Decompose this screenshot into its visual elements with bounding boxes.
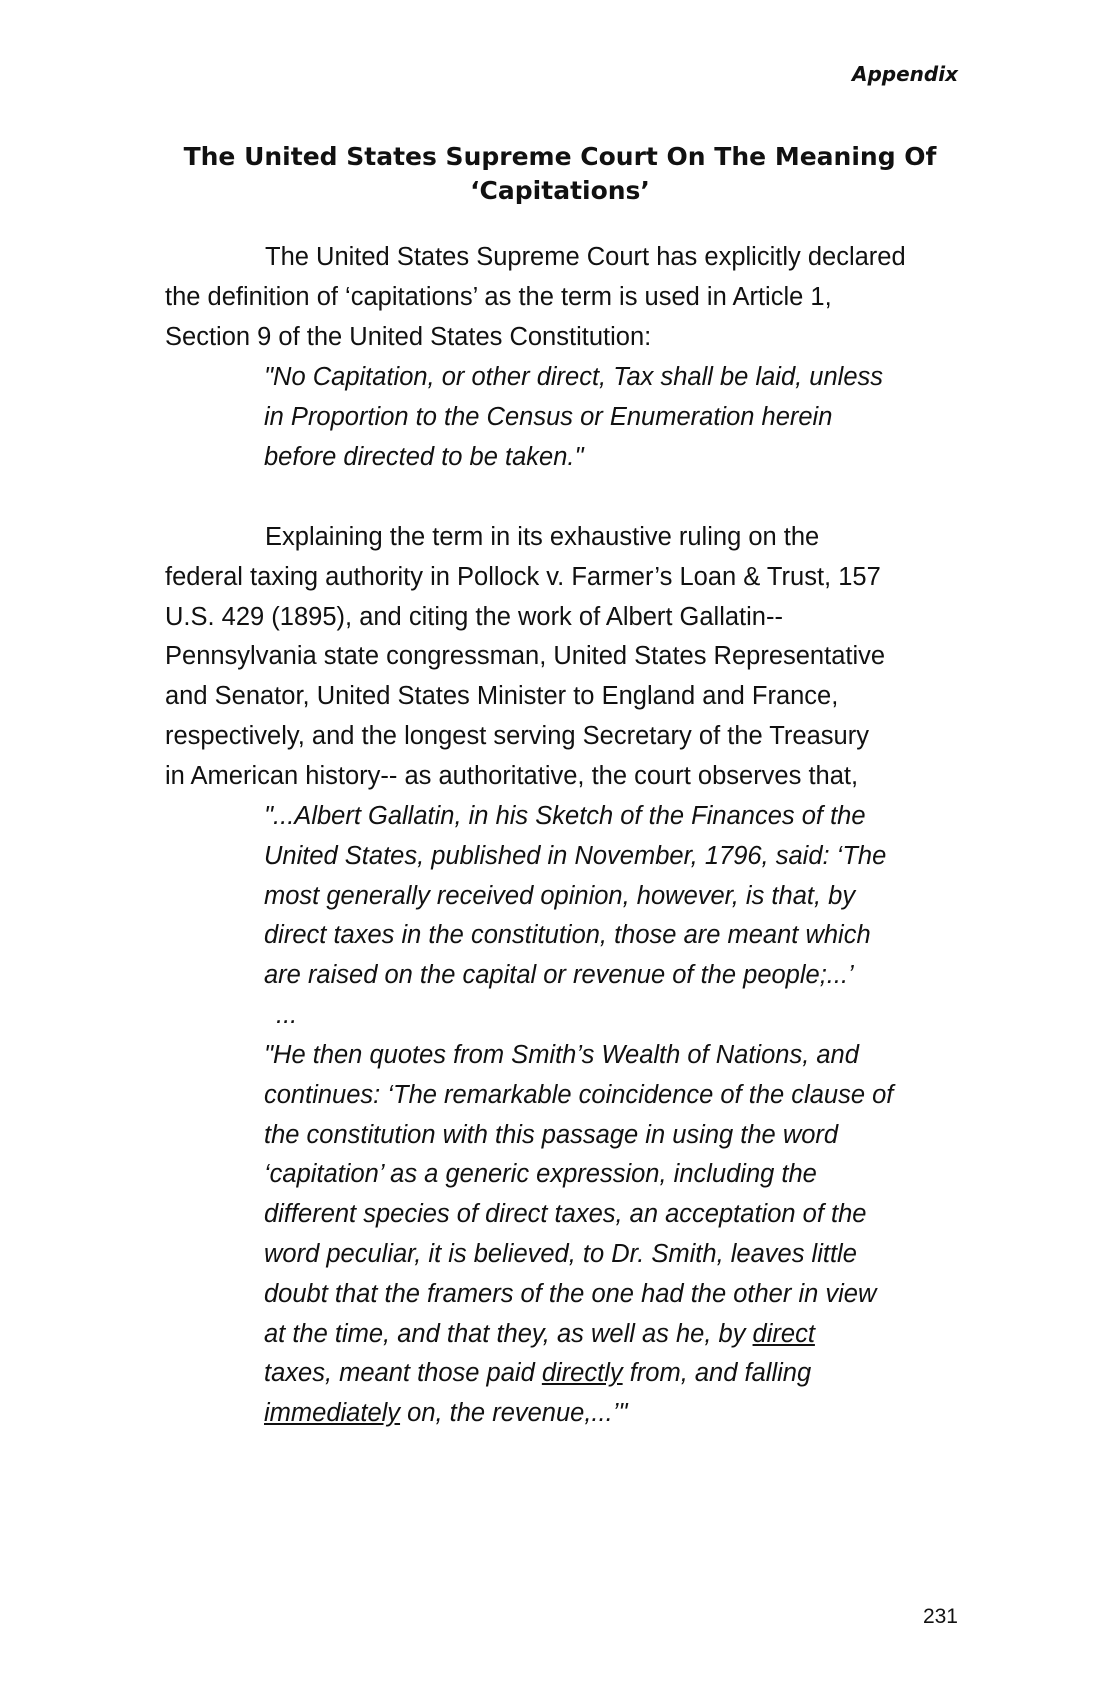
underlined-word: directly [541, 1359, 623, 1388]
intro-paragraph [165, 238, 960, 357]
quote-line [264, 1394, 964, 1434]
paragraph-line: respectively, and the longest serving Secretary of the Treasury [165, 721, 869, 750]
paragraph-line: in American history-- as authoritative, the court observes that, [165, 761, 859, 790]
running-header: Appendix [852, 62, 958, 86]
quote-line: "...Albert Gallatin, in his Sketch of the Finances of the [264, 802, 866, 830]
pollock-paragraph [165, 518, 960, 797]
page-number: 231 [922, 1605, 958, 1628]
paragraph-line: The United States Supreme Court has explicitly declared [265, 243, 906, 271]
quote-line: "He then quotes from Smith’s Wealth of Nations, and [264, 1041, 859, 1069]
quote-line: before directed to be taken." [264, 442, 584, 471]
paragraph-line: U.S. 429 (1895), and citing the work of Albert Gallatin-- [165, 602, 783, 631]
quote-line: different species of direct taxes, an acceptation of the [264, 1200, 867, 1229]
quote-text: taxes, meant those paid [264, 1359, 542, 1388]
underlined-word: immediately [264, 1399, 401, 1428]
quote-text: at the time, and that they, as well as he, by [264, 1319, 753, 1348]
quote-text: on, the revenue,...’" [400, 1399, 628, 1428]
quote-line [264, 1315, 964, 1355]
quote-line: direct taxes in the constitution, those are meant which [264, 921, 871, 950]
quote-line: continues: ‘The remarkable coincidence of the clause of [264, 1080, 894, 1109]
paragraph-line: Explaining the term in its exhaustive ruling on the [265, 523, 820, 551]
gallatin-quote [264, 797, 964, 1036]
paragraph-line: Pennsylvania state congressman, United States Representative [165, 642, 886, 671]
quote-line: most generally received opinion, however, is that, by [264, 881, 856, 910]
quote-line: word peculiar, it is believed, to Dr. Smith, leaves little [264, 1239, 857, 1268]
paragraph-line: Section 9 of the United States Constitution: [165, 322, 652, 351]
quote-line: United States, published in November, 1796, said: ‘The [264, 841, 887, 870]
quote-line: in Proportion to the Census or Enumeration herein [264, 402, 833, 431]
quote-line: "No Capitation, or other direct, Tax shall be laid, unless [264, 363, 884, 391]
page-title [160, 140, 960, 208]
paragraph-line: and Senator, United States Minister to England and France, [165, 682, 839, 711]
constitution-quote [264, 358, 964, 477]
quote-line: the constitution with this passage in using the word [264, 1120, 839, 1149]
page-title-line-2: ‘Capitations’ [470, 176, 650, 205]
quote-line: ‘capitation’ as a generic expression, including the [264, 1160, 817, 1189]
quote-text: from, and falling [622, 1359, 812, 1388]
quote-line: are raised on the capital or revenue of the people;...’ [264, 961, 854, 990]
paragraph-line: the definition of ‘capitations’ as the term is used in Article 1, [165, 282, 832, 311]
smith-quote [264, 1036, 964, 1434]
page-title-line-1: The United States Supreme Court On The Meaning Of [183, 142, 937, 171]
quote-line: doubt that the framers of the one had the other in view [264, 1279, 877, 1308]
underlined-word: direct [752, 1319, 815, 1348]
paragraph-line: federal taxing authority in Pollock v. Farmer’s Loan & Trust, 157 [165, 562, 881, 591]
quote-line [264, 1354, 964, 1394]
quote-ellipsis: ... [276, 1000, 298, 1029]
